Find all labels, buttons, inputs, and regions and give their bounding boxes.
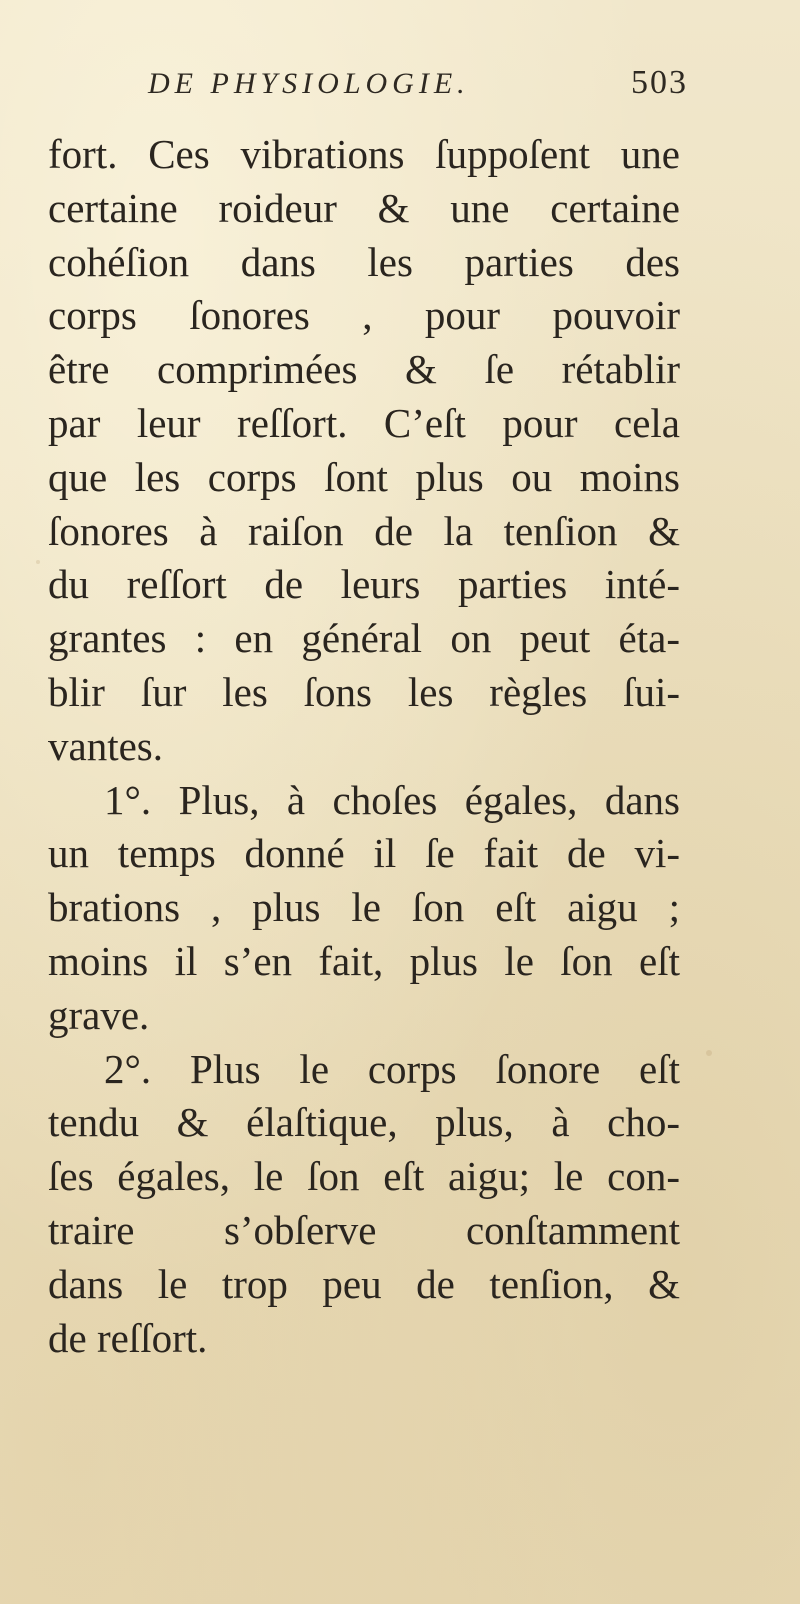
text-line: ſonores à raiſon de la tenſion & [48,507,680,554]
page-number: 503 [631,64,688,101]
paper-stain [706,1050,712,1056]
text-line: par leur reſſort. C’eſt pour cela [48,399,680,446]
running-head [148,64,688,124]
text-line: que les corps ſont plus ou moins [48,453,680,500]
text-line: fort. Ces vibrations ſuppoſent une [48,131,680,177]
text-line: corps ſonores , pour pouvoir [48,292,680,339]
text-line: être comprimées & ſe rétablir [48,346,680,393]
text-line: ſes égales, le ſon eſt aigu; le con- [48,1153,680,1200]
text-line: certaine roideur & une certaine [48,184,680,231]
text-line: cohéſion dans les parties des [48,238,680,285]
text-line: brations , plus le ſon eſt aigu ; [48,884,680,931]
body-text [48,128,680,1365]
numbered-rule-2-start: 2°. Plus le corps ſonore eſt [104,1045,680,1092]
text-line: traire s’obſerve conſtamment [48,1206,680,1253]
text-line: du reſſort de leurs parties inté- [48,561,680,608]
text-line: grantes : en général on peut éta- [48,615,680,662]
paragraph-end-line: vantes. [48,722,163,769]
running-head-title: DE PHYSIOLOGIE. [148,67,470,100]
text-line: un temps donné il ſe fait de vi- [48,830,680,877]
text-line: tendu & élaſtique, plus, à cho- [48,1099,680,1146]
paragraph-end-line: de reſſort. [48,1314,208,1361]
text-line: moins il s’en fait, plus le ſon eſt [48,937,680,984]
text-line: dans le trop peu de tenſion, & [48,1260,680,1307]
paragraph-end-line: grave. [48,991,150,1038]
paper-stain [36,560,40,564]
numbered-rule-1-start: 1°. Plus, à choſes égales, dans [104,776,680,823]
text-line: blir ſur les ſons les règles ſui- [48,668,680,715]
